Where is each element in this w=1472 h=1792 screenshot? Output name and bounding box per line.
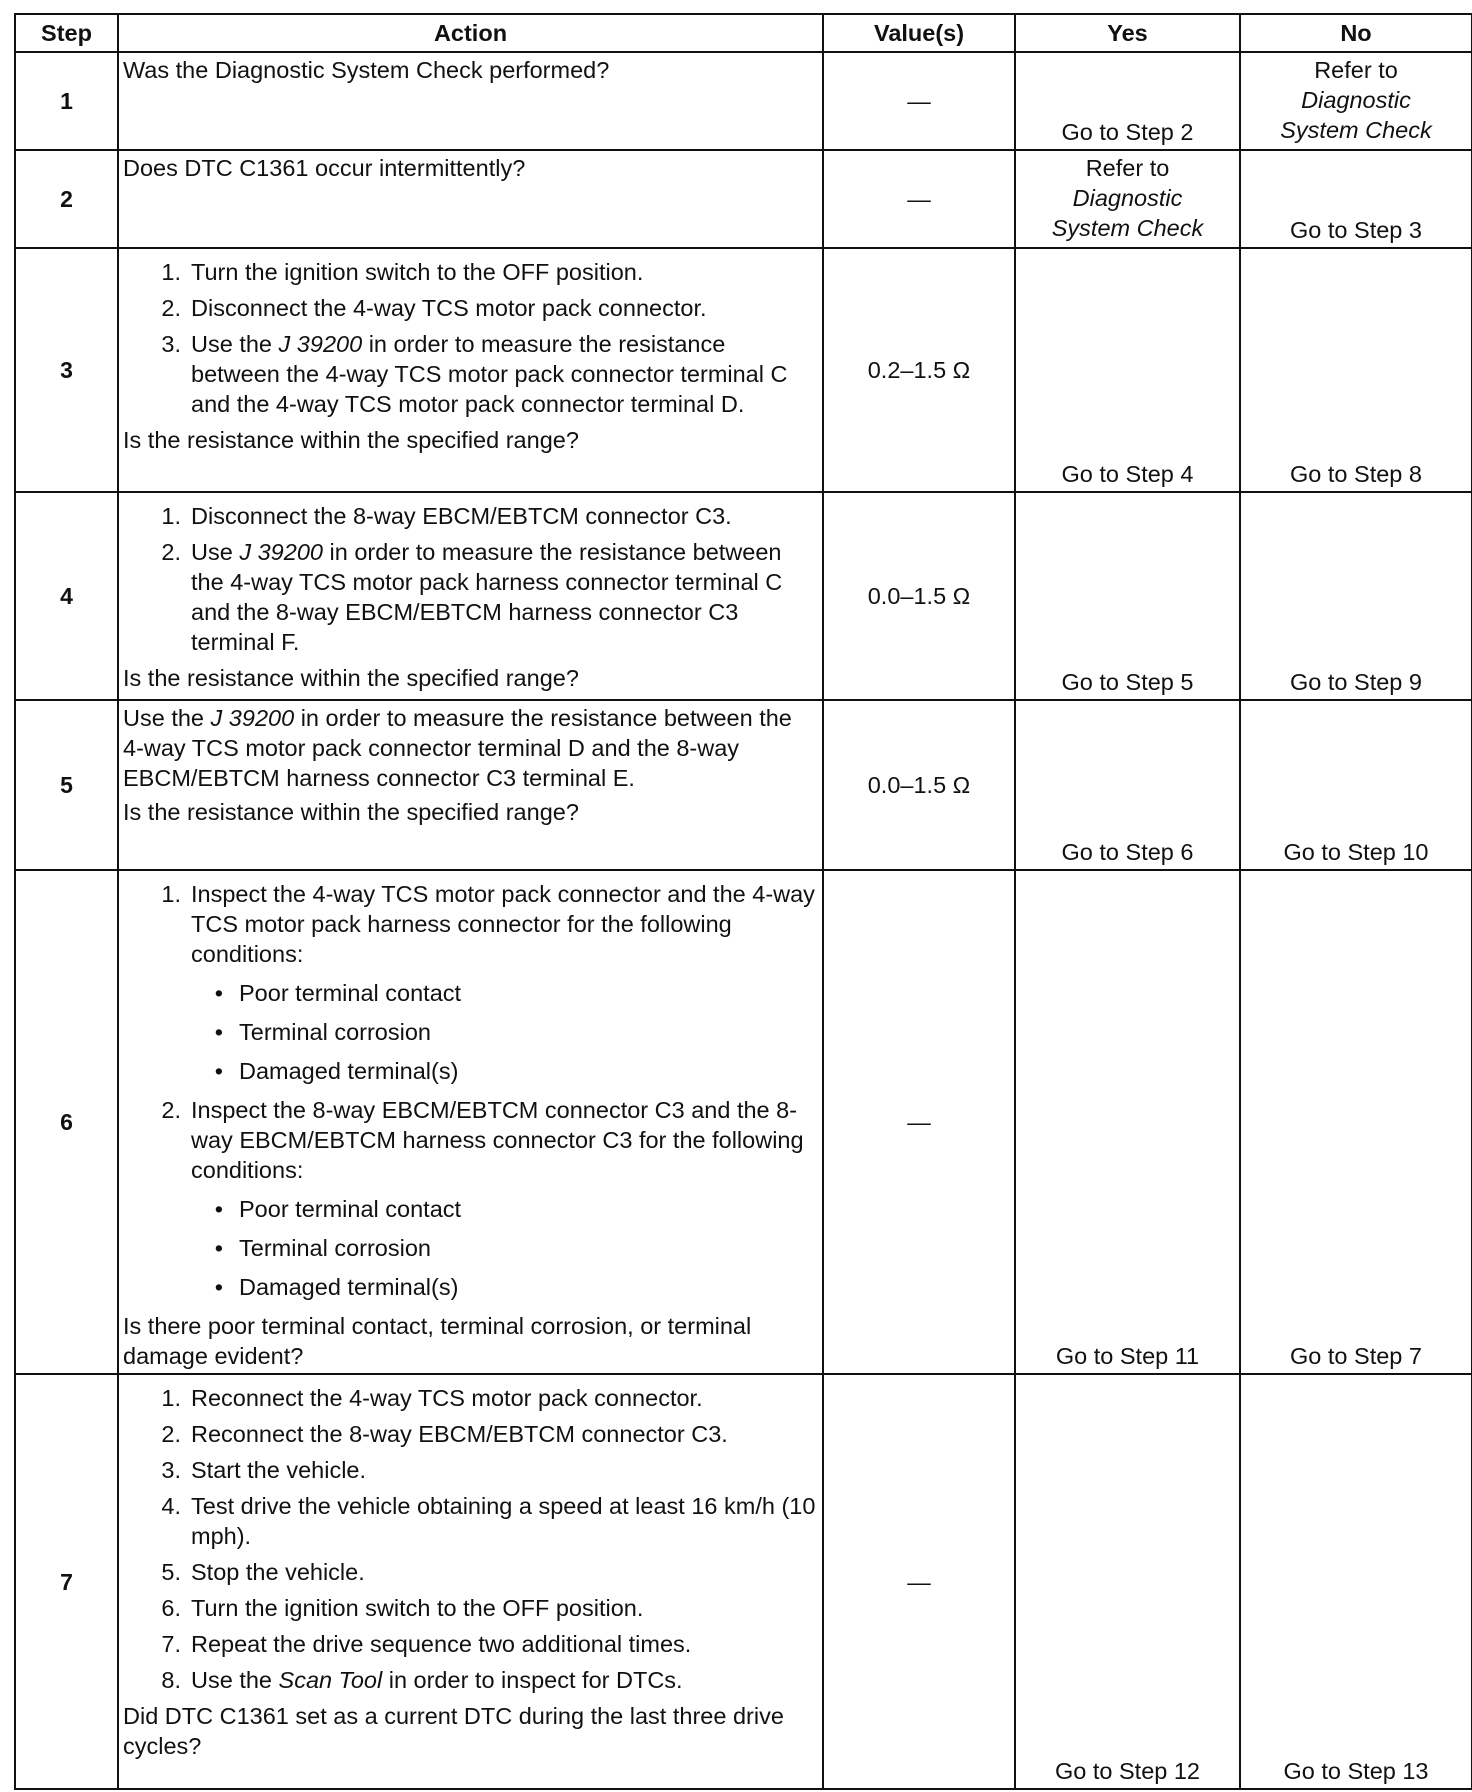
step-number: 3 bbox=[15, 248, 118, 492]
question: Is the resistance within the specified range? bbox=[123, 665, 579, 691]
condition-list bbox=[123, 978, 816, 1086]
no-cell: Go to Step 10 bbox=[1240, 700, 1472, 870]
question: Does DTC C1361 occur intermittently? bbox=[123, 155, 526, 181]
list-item: 2. Reconnect the 8-way EBCM/EBTCM connector C3. bbox=[161, 1421, 728, 1447]
no-cell: Go to Step 8 bbox=[1240, 248, 1472, 492]
list-item: • Damaged terminal(s) bbox=[214, 1274, 459, 1300]
list-item: 3. Use the J 39200 in order to measure the resistance between the 4-way TCS motor pack connector terminal C and the 4-way TCS motor pack connector terminal D. bbox=[161, 331, 788, 417]
list-item: 2. Inspect the 8-way EBCM/EBTCM connector C3 and the 8-way EBCM/EBTCM harness connector C3 for the following conditions: bbox=[161, 1097, 804, 1183]
table-row bbox=[15, 248, 1472, 492]
yes-cell: Go to Step 5 bbox=[1015, 492, 1240, 700]
instruction-list bbox=[123, 257, 816, 419]
yes-cell: Go to Step 2 bbox=[1015, 52, 1240, 150]
action-cell bbox=[118, 248, 823, 492]
action-cell bbox=[118, 700, 823, 870]
question: Is the resistance within the specified range? bbox=[123, 427, 579, 453]
value-cell: — bbox=[823, 870, 1015, 1374]
no-cell bbox=[1240, 52, 1472, 150]
condition-list bbox=[123, 1194, 816, 1302]
list-item: 1. Disconnect the 8-way EBCM/EBTCM connector C3. bbox=[161, 503, 732, 529]
table-row bbox=[15, 492, 1472, 700]
action-cell bbox=[118, 1374, 823, 1789]
list-item: • Terminal corrosion bbox=[214, 1235, 431, 1261]
no-cell: Go to Step 13 bbox=[1240, 1374, 1472, 1789]
list-item: • Poor terminal contact bbox=[214, 980, 462, 1006]
header-action: Action bbox=[118, 14, 823, 52]
list-item: 5. Stop the vehicle. bbox=[161, 1559, 365, 1585]
question: Is there poor terminal contact, terminal corrosion, or terminal damage evident? bbox=[123, 1313, 752, 1369]
list-item: 3. Start the vehicle. bbox=[161, 1457, 367, 1483]
refer-to: Refer to bbox=[1085, 155, 1170, 181]
list-item: 1. Turn the ignition switch to the OFF position. bbox=[161, 259, 644, 285]
header-no: No bbox=[1240, 14, 1472, 52]
no-cell: Go to Step 9 bbox=[1240, 492, 1472, 700]
list-item: 1. Reconnect the 4-way TCS motor pack connector. bbox=[161, 1385, 703, 1411]
list-item: • Poor terminal contact bbox=[214, 1196, 462, 1222]
action-cell bbox=[118, 870, 823, 1374]
list-item: 7. Repeat the drive sequence two additional times. bbox=[161, 1631, 692, 1657]
list-item: 6. Turn the ignition switch to the OFF position. bbox=[161, 1595, 644, 1621]
value-cell: — bbox=[823, 150, 1015, 248]
step-number: 4 bbox=[15, 492, 118, 700]
list-item: • Terminal corrosion bbox=[214, 1019, 431, 1045]
question: Is the resistance within the specified range? bbox=[123, 799, 579, 825]
table-row bbox=[15, 52, 1472, 150]
diagnostic-table bbox=[14, 13, 1472, 1790]
refer-link-line2: System Check bbox=[1051, 215, 1204, 241]
table-row bbox=[15, 700, 1472, 870]
action-cell bbox=[118, 492, 823, 700]
instruction-list bbox=[123, 501, 816, 657]
list-item: • Damaged terminal(s) bbox=[214, 1058, 459, 1084]
list-item: 8. Use the Scan Tool in order to inspect for DTCs. bbox=[161, 1667, 683, 1693]
action-cell bbox=[118, 150, 823, 248]
step-number: 5 bbox=[15, 700, 118, 870]
yes-cell: Go to Step 11 bbox=[1015, 870, 1240, 1374]
value-cell: 0.2–1.5 Ω bbox=[823, 248, 1015, 492]
no-cell: Go to Step 7 bbox=[1240, 870, 1472, 1374]
tool-reference: J 39200 bbox=[210, 705, 295, 731]
yes-cell: Go to Step 6 bbox=[1015, 700, 1240, 870]
header-values: Value(s) bbox=[823, 14, 1015, 52]
list-item: 1. Inspect the 4-way TCS motor pack connector and the 4-way TCS motor pack harness connector for the following conditions: bbox=[161, 881, 815, 967]
list-item: 4. Test drive the vehicle obtaining a speed at least 16 km/h (10 mph). bbox=[161, 1493, 816, 1549]
no-cell: Go to Step 3 bbox=[1240, 150, 1472, 248]
action-cell bbox=[118, 52, 823, 150]
tool-reference: J 39200 bbox=[239, 539, 323, 565]
question: Was the Diagnostic System Check performed? bbox=[123, 57, 610, 83]
value-cell: 0.0–1.5 Ω bbox=[823, 492, 1015, 700]
table-row bbox=[15, 150, 1472, 248]
yes-cell bbox=[1015, 150, 1240, 248]
refer-link-line2: System Check bbox=[1280, 117, 1432, 143]
instruction-text: Use the J 39200 in order to measure the resistance between the 4-way TCS motor pack connector terminal D and the 8-way EBCM/EBTCM harness connector C3 terminal E. bbox=[123, 705, 792, 791]
tool-reference: J 39200 bbox=[278, 331, 363, 357]
value-cell: 0.0–1.5 Ω bbox=[823, 700, 1015, 870]
step-number: 2 bbox=[15, 150, 118, 248]
instruction-list bbox=[123, 879, 816, 969]
question: Did DTC C1361 set as a current DTC during the last three drive cycles? bbox=[123, 1703, 784, 1759]
instruction-list bbox=[123, 1095, 816, 1185]
header-yes: Yes bbox=[1015, 14, 1240, 52]
yes-cell: Go to Step 12 bbox=[1015, 1374, 1240, 1789]
header-step: Step bbox=[15, 14, 118, 52]
yes-cell: Go to Step 4 bbox=[1015, 248, 1240, 492]
table-row bbox=[15, 870, 1472, 1374]
table-row bbox=[15, 1374, 1472, 1789]
refer-to: Refer to bbox=[1314, 57, 1398, 83]
refer-link-line1: Diagnostic bbox=[1301, 87, 1411, 113]
step-number: 1 bbox=[15, 52, 118, 150]
step-number: 7 bbox=[15, 1374, 118, 1789]
header-row bbox=[15, 14, 1472, 52]
value-cell: — bbox=[823, 52, 1015, 150]
value-cell: — bbox=[823, 1374, 1015, 1789]
list-item: 2. Use J 39200 in order to measure the resistance between the 4-way TCS motor pack harness connector terminal C and the 8-way EBCM/EBTCM harness connector C3 terminal F. bbox=[161, 539, 783, 655]
instruction-list bbox=[123, 1383, 816, 1695]
step-number: 6 bbox=[15, 870, 118, 1374]
list-item: 2. Disconnect the 4-way TCS motor pack connector. bbox=[161, 295, 707, 321]
tool-reference: Scan Tool bbox=[278, 1667, 383, 1693]
refer-link-line1: Diagnostic bbox=[1072, 185, 1183, 211]
